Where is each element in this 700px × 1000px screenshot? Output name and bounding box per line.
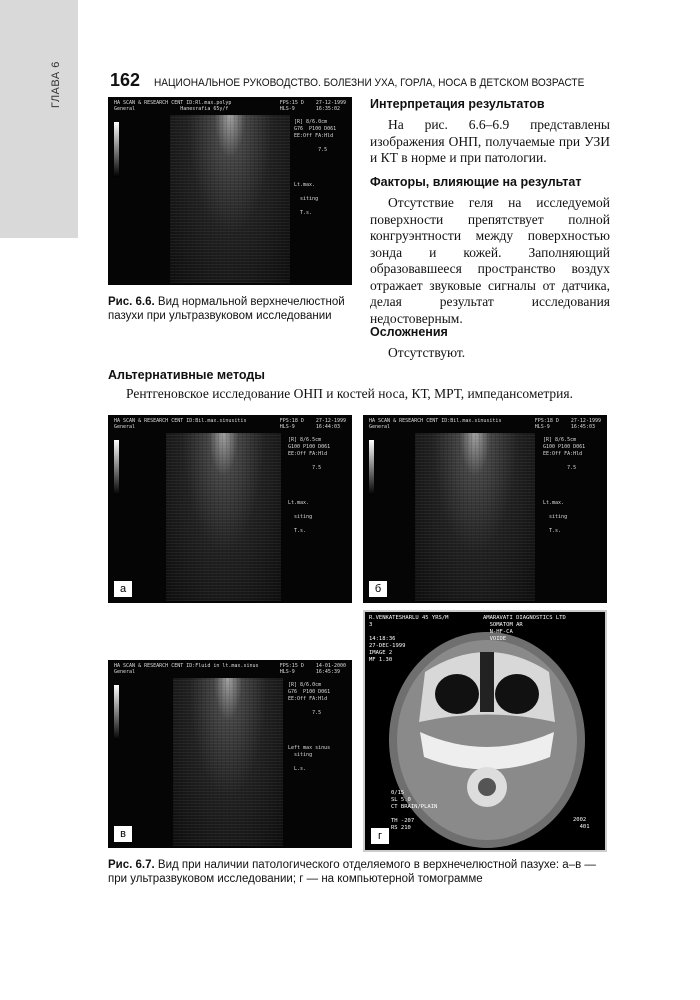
- grayscale-bar: [114, 685, 119, 740]
- complications-paragraph: [370, 345, 610, 362]
- complications-text: Отсутствуют.: [388, 345, 466, 360]
- fig-6-7-panel-g-ct: [363, 610, 607, 852]
- interpretation-paragraph: [370, 117, 610, 167]
- ultrasound-header-right: FPS:18 D 27-12-1999 HLS-9 16:44:03: [279, 418, 346, 430]
- ultrasound-header-right: FPS:15 D 27-12-1999 HLS-9 16:35:02: [279, 100, 346, 112]
- section-heading-interpretation: Интерпретация результатов: [370, 97, 545, 111]
- ultrasound-header-left: HA SCAN & RESEARCH CENT ID:Fluid in lt.max.sinus General: [114, 663, 259, 675]
- ct-text-top-right: AMARAVATI DIAGNOSTICS LTD SOMATOM AR N-HF-CA VOIDE: [483, 615, 566, 642]
- ultrasound-scan-area: [415, 433, 535, 601]
- section-heading-alternatives: Альтернативные методы: [108, 368, 265, 382]
- ultrasound-header-left: HA SCAN & RESEARCH CENT ID:Bil.max.sinusitis General: [369, 418, 502, 430]
- grayscale-bar: [369, 440, 374, 495]
- chapter-side-tab: [0, 0, 78, 238]
- ct-text-bottom-right: 2002 401: [573, 817, 590, 830]
- factors-paragraph: [370, 195, 610, 327]
- ultrasound-info: [R] 8/6.0cm G76 P100 D061 EE:Off FA:Hld 7.5 Left max sinus siting L.s.: [288, 682, 331, 772]
- fig-6-7-panel-v: [108, 660, 352, 848]
- ultrasound-scan-area: [173, 678, 283, 846]
- panel-label: а: [114, 581, 132, 597]
- alternatives-text: Рентгеновское исследование ОНП и костей носа, КТ, МРТ, импедансометрия.: [126, 386, 573, 401]
- caption-text: Вид нормальной верхнечелюстной пазухи при ультразвуковом исследовании: [108, 296, 345, 322]
- ct-right-sinus: [495, 674, 539, 714]
- ultrasound-scan-area: [170, 115, 290, 283]
- caption-label: Рис. 6.7.: [108, 859, 155, 871]
- ultrasound-header-right: FPS:18 D 27-12-1999 HLS-9 16:45:03: [534, 418, 601, 430]
- panel-label: б: [369, 581, 387, 597]
- ultrasound-header-right: FPS:15 D 14-01-2000 HLS-9 16:45:39: [279, 663, 346, 675]
- fig-6-7-panel-b: [363, 415, 607, 603]
- panel-label: г: [371, 828, 389, 844]
- interpretation-text: На рис. 6.6–6.9 представлены изображения ОНП, получаемые при УЗИ и КТ в норме и при патологии.: [370, 117, 610, 165]
- caption-label: Рис. 6.6.: [108, 296, 155, 308]
- ultrasound-scan-area: [166, 433, 281, 601]
- ct-text-top-left: R.VENKATESHARLU 45 YRS/M 3 14:18:36 27-DEC-1999 IMAGE 2 MF 1.30: [369, 615, 449, 663]
- section-heading-complications: Осложнения: [370, 325, 448, 339]
- factors-text: Отсутствие геля на исследуемой поверхности препятствует полной конгруэнтности между поверхностью зонда и кожей. Заполняющий образовавшееся пространство воздух отражает звуковые сигналы от датчика, делая результат исследования недостоверным.: [370, 195, 610, 326]
- section-heading-factors: Факторы, влияющие на результат: [370, 175, 582, 189]
- alternatives-paragraph: [108, 386, 608, 403]
- fig-6-6-caption: [108, 295, 358, 323]
- running-head: НАЦИОНАЛЬНОЕ РУКОВОДСТВО. БОЛЕЗНИ УХА, ГОРЛА, НОСА В ДЕТСКОМ ВОЗРАСТЕ: [154, 77, 585, 89]
- ct-text-bottom-left: 0/15 SL 5.0 CT BRAIN/PLAIN TH -207 RS 210: [391, 790, 438, 831]
- caption-text: Вид при наличии патологического отделяемого в верхнечелюстной пазухе: а–в — при ультразвуковом исследовании; г — на компьютерной томограмме: [108, 859, 596, 885]
- ultrasound-info: [R] 8/6.5cm G100 P100 D061 EE:Off FA:Hld 7.5 Lt.max. siting T.s.: [543, 437, 586, 534]
- page-number: 162: [110, 70, 141, 90]
- fig-6-7-panel-a: [108, 415, 352, 603]
- fig-6-6-ultrasound-image: [108, 97, 352, 285]
- ct-left-sinus: [435, 674, 479, 714]
- panel-label: в: [114, 826, 132, 842]
- ultrasound-header-left: HA SCAN & RESEARCH CENT ID:Bil.max.sinusitis General: [114, 418, 247, 430]
- ultrasound-info: [R] 8/6.5cm G100 P100 D061 EE:Off FA:Hld 7.5 Lt.max. siting T.s.: [288, 437, 331, 534]
- ct-nasal-cavity: [480, 652, 494, 712]
- grayscale-bar: [114, 122, 119, 177]
- ultrasound-header-left: HA SCAN & RESEARCH CENT ID:Rl.max.polyp General Hanesrafia 65y/f: [114, 100, 232, 112]
- chapter-label: ГЛАВА 6: [50, 61, 62, 108]
- page-header: [110, 70, 610, 91]
- fig-6-7-caption: [108, 858, 608, 886]
- ct-spinal-canal: [478, 778, 496, 796]
- ultrasound-info: [R] 8/6.0cm G76 P100 D061 EE:Off FA:Hld 7.5 Lt.max. siting T.s.: [294, 119, 337, 216]
- grayscale-bar: [114, 440, 119, 495]
